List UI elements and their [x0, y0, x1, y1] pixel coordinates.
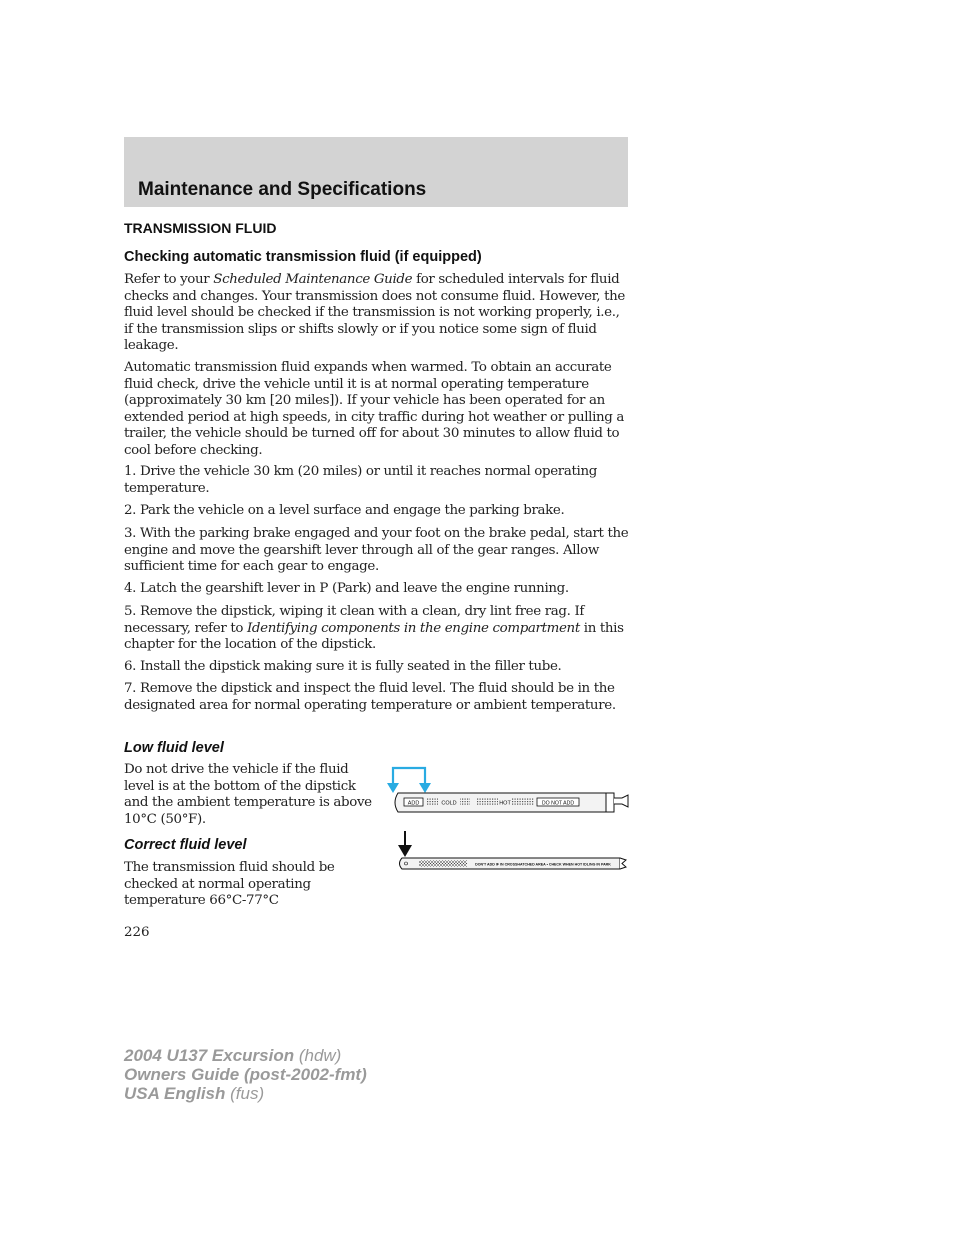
footer-model: 2004 U137 Excursion [124, 1046, 295, 1065]
footer-language: USA English [124, 1084, 226, 1103]
text-run: in this chapter for the location of the dipstick. [124, 620, 624, 652]
dipstick-tip [614, 795, 628, 807]
step-5 [124, 604, 630, 654]
blue-arrow-left-icon [387, 783, 399, 793]
black-arrow-down-icon [398, 845, 412, 857]
dipstick-lower [400, 858, 627, 869]
hatch-zone [460, 798, 470, 806]
footer-code: (fus) [225, 1084, 265, 1103]
crosshatch-zone [419, 861, 467, 867]
dipstick-warning: DON'T ADD IF IN CROSSHATCHED AREA • CHECK WHEN HOT IDLING IN PARK [475, 862, 611, 867]
guide-reference: Scheduled Maintenance Guide [213, 272, 413, 287]
dipstick-end [606, 793, 614, 812]
paragraph-maintenance-guide [124, 272, 630, 355]
text-run: for scheduled intervals for fluid checks and changes. Your transmission does not consume fluid. However, the fluid level should be checked if the transmission is not working properly, i.e., if the transmission slips or shifts slowly or if you notice some sign of fluid leakage. [124, 272, 625, 353]
dipstick-upper [395, 793, 628, 812]
section-title: TRANSMISSION FLUID [124, 220, 277, 236]
hatch-zone [426, 798, 438, 806]
hatch-zone [512, 798, 534, 806]
label-cold: COLD [441, 800, 457, 807]
step-1: 1. Drive the vehicle 30 km (20 miles) or until it reaches normal operating temperature. [124, 464, 597, 496]
step-2: 2. Park the vehicle on a level surface and engage the parking brake. [124, 503, 565, 518]
label-add: ADD [407, 800, 420, 807]
text-run: 5. Remove the dipstick, wiping it clean with a clean, dry lint free rag. If necessary, refer to [124, 604, 584, 636]
dipstick-tip [620, 858, 626, 869]
low-fluid-text: Do not drive the vehicle if the fluid level is at the bottom of the dipstick and the ambient temperature is above 10°C (50°F). [124, 762, 372, 827]
step-7: 7. Remove the dipstick and inspect the fluid level. The fluid should be in the designated area for normal operating temperature or ambient temperature. [124, 681, 616, 713]
hatch-zone [476, 798, 498, 806]
document-footer [124, 1046, 367, 1103]
dipstick-figure [384, 763, 630, 875]
step-6: 6. Install the dipstick making sure it is fully seated in the filler tube. [124, 659, 562, 674]
low-fluid-heading: Low fluid level [124, 740, 224, 756]
text-run: Refer to your [124, 272, 214, 287]
header-band [124, 137, 628, 207]
blue-arrow-right-icon [419, 783, 431, 793]
correct-level-arrow [398, 831, 412, 857]
paragraph-fluid-expansion: Automatic transmission fluid expands when warmed. To obtain an accurate fluid check, drive the vehicle until it is at normal operating temperature (approximately 30 km [20 miles]). If your vehicle has been operated for an extended period at high speeds, in city traffic during hot weather or pulling a trailer, the vehicle should be turned off for about 30 minutes to allow fluid to cool before checking. [124, 360, 625, 458]
level-range-arrows [387, 768, 431, 793]
footer-code: (hdw) [294, 1046, 342, 1065]
step-3: 3. With the parking brake engaged and your foot on the brake pedal, start the engine and move the gearshift lever through all of the gear ranges. Allow sufficient time for each gear to engage. [124, 526, 629, 574]
step-4: 4. Latch the gearshift lever in P (Park) and leave the engine running. [124, 581, 569, 596]
footer-guide: Owners Guide (post-2002-fmt) [124, 1065, 367, 1084]
correct-fluid-heading: Correct fluid level [124, 837, 247, 853]
page-header-title: Maintenance and Specifications [138, 179, 427, 200]
arrow-bracket [393, 768, 425, 785]
footer-line-1 [124, 1046, 367, 1065]
footer-line-3 [124, 1084, 367, 1103]
label-do-not-add: DO NOT ADD [541, 800, 575, 807]
label-hot: HOT [499, 800, 511, 807]
correct-fluid-text: The transmission fluid should be checked at normal operating temperature 66°C-77°C [124, 860, 335, 908]
subsection-title: Checking automatic transmission fluid (if equipped) [124, 249, 482, 265]
footer-line-2 [124, 1065, 367, 1084]
page-number: 226 [124, 925, 150, 940]
engine-compartment-reference: Identifying components in the engine compartment [246, 620, 580, 636]
